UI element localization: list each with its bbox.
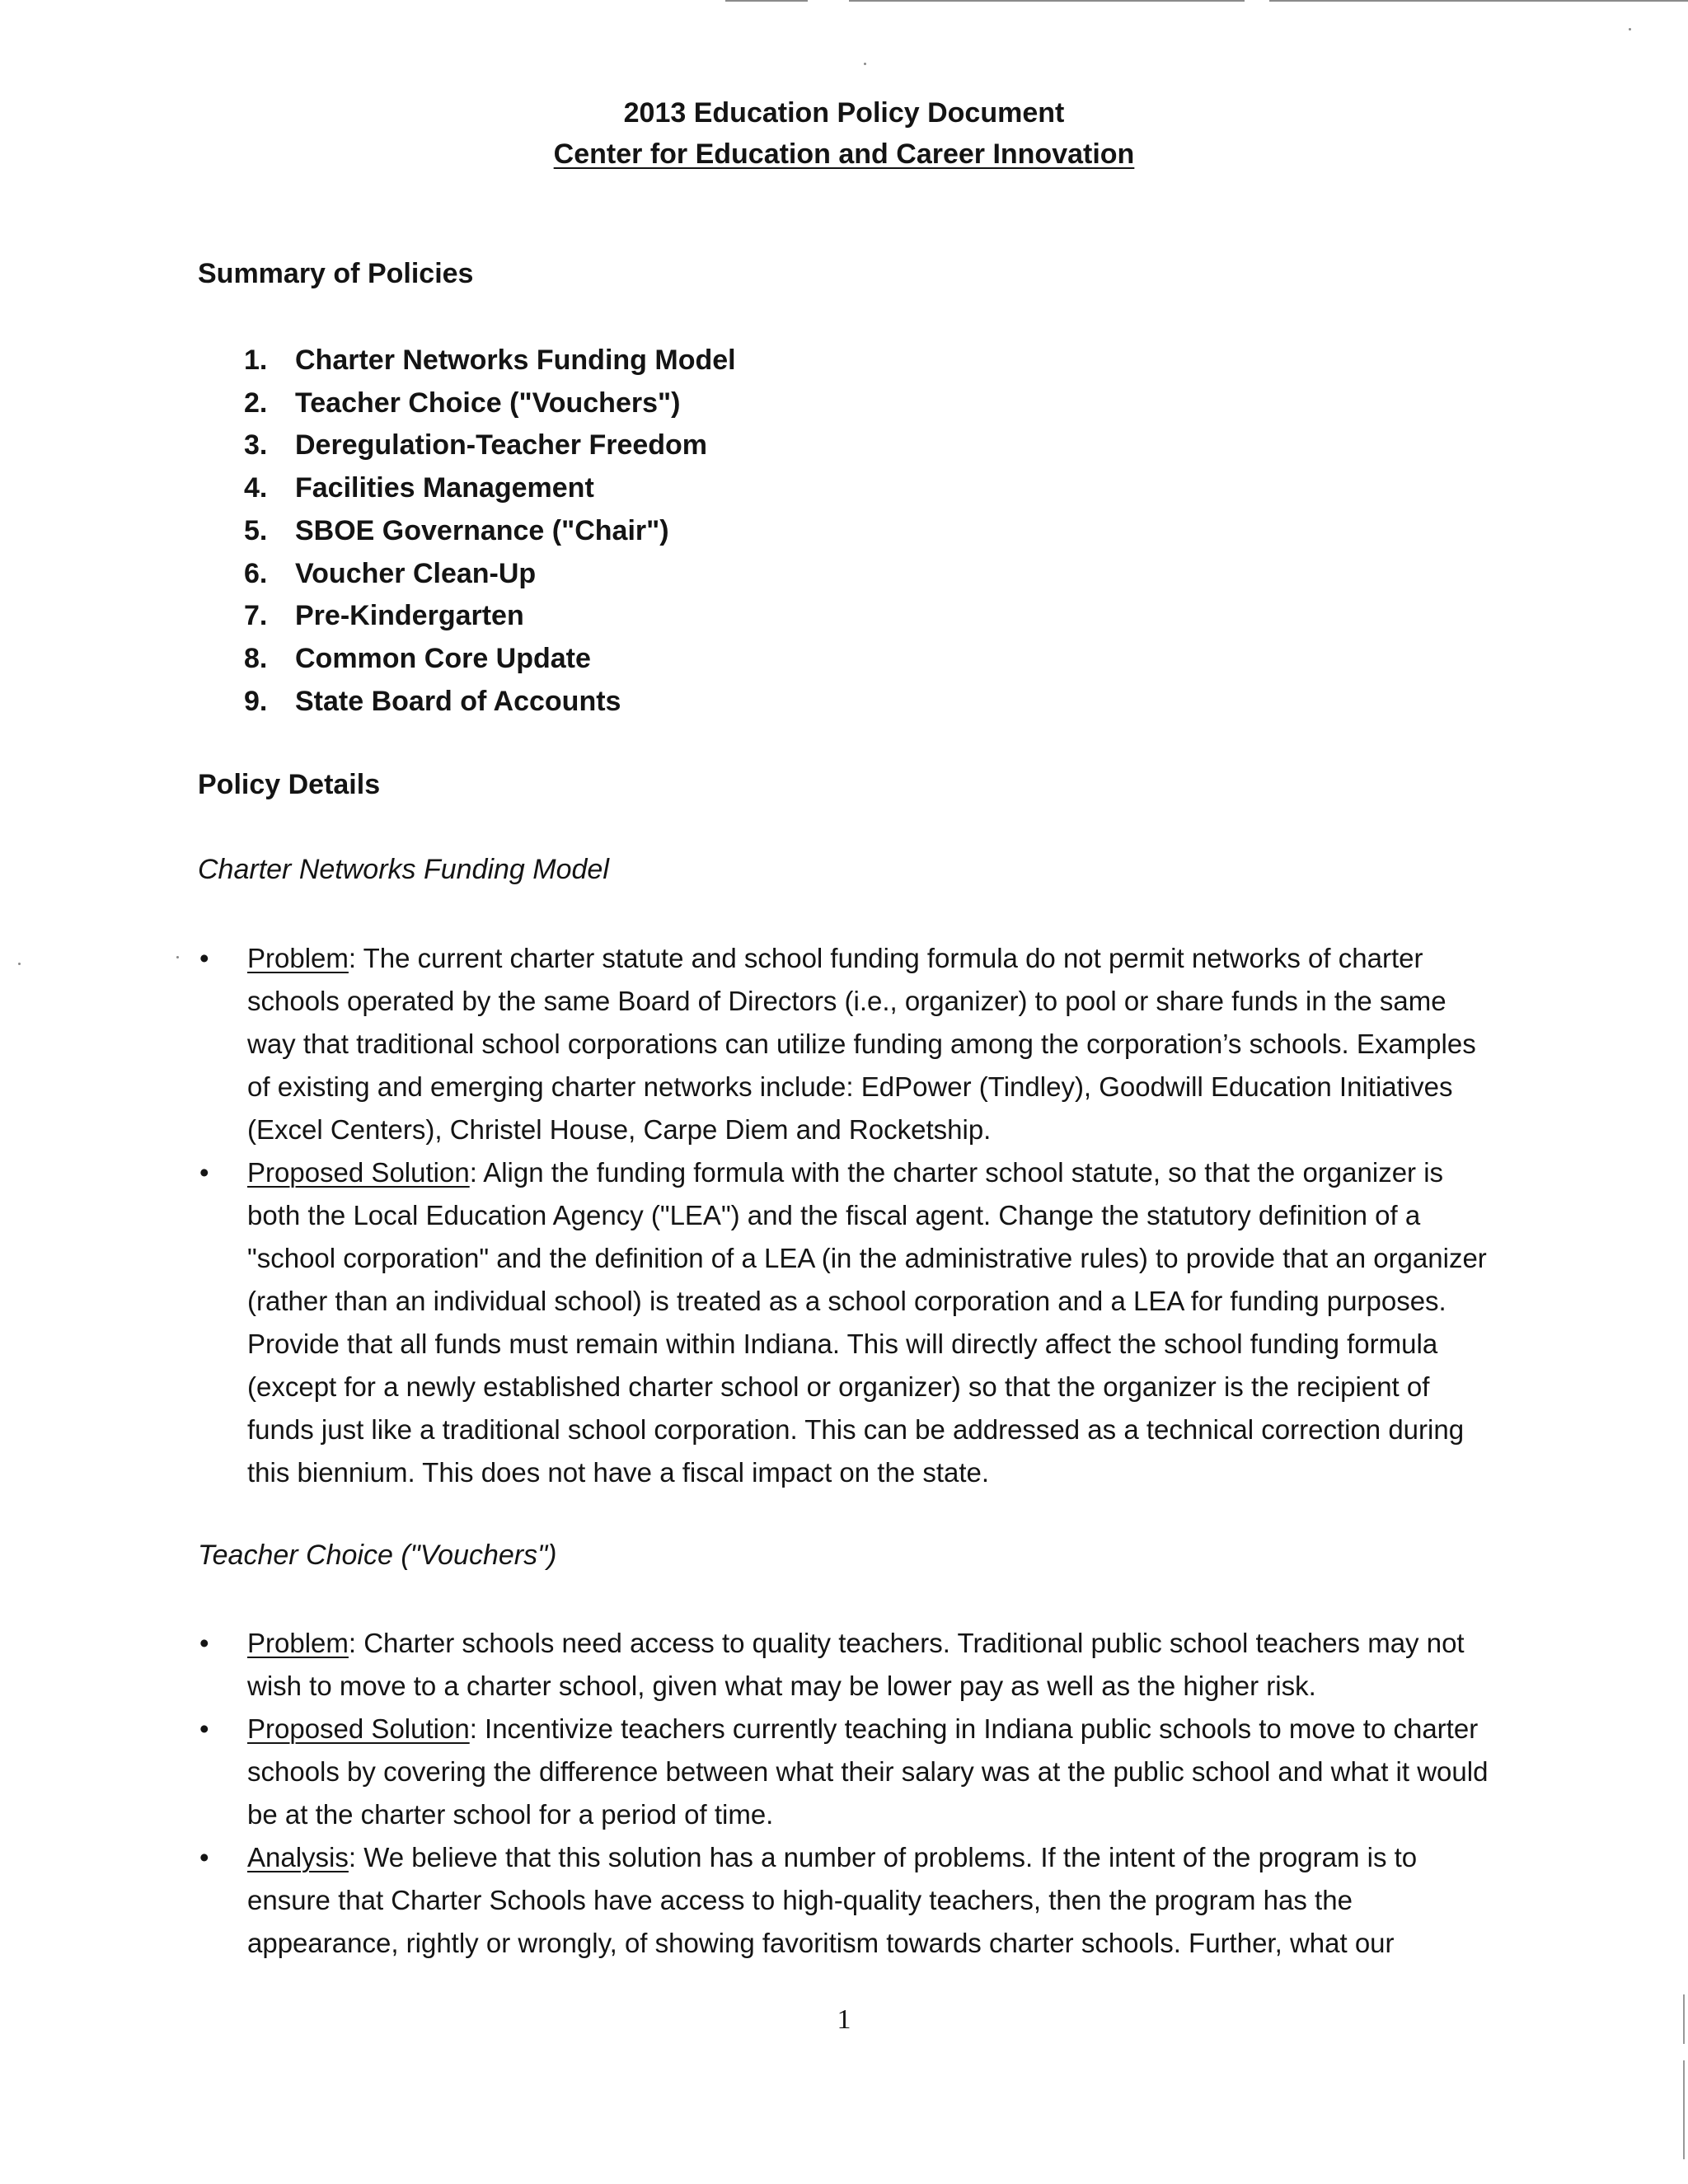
summary-item xyxy=(244,340,736,382)
summary-item-number: 8. xyxy=(244,642,268,674)
bullet-icon: • xyxy=(199,1713,209,1744)
summary-item xyxy=(244,553,736,596)
scan-speck xyxy=(864,63,866,65)
scan-speck xyxy=(176,956,179,958)
bullet-text: : The current charter statute and school funding formula do not permit networks of charter schools operated by the same Board of Directors (i.e., organizer) to pool or share funds in the same way that traditional school corporations can utilize funding among the corporation’s schools. Examples of existing and emerging charter networks include: EdPower (Tindley), Goodwill Education Initiatives (Excel Centers), Christel House, Carpe Diem and Rocketship. xyxy=(247,943,1476,1145)
summary-item xyxy=(244,510,736,553)
summary-item xyxy=(244,424,736,467)
bullet-icon: • xyxy=(199,1157,209,1188)
bullet-icon: • xyxy=(199,1842,209,1872)
bullet-text: : Align the funding formula with the charter school statute, so that the organizer is both the Local Education Agency ("LEA") and the fiscal agent. Change the statutory definition of a "school corporation" and the definition of a LEA (in the administrative rules) to provide that an organizer (rather than an individual school) is treated as a school corporation and a LEA for funding purposes. Provide that all funds must remain within Indiana. This will directly affect the school funding formula (except for a newly established charter school or organizer) so that the organizer is the recipient of funds just like a traditional school corporation. This can be addressed as a technical correction during this biennium. This does not have a fiscal impact on the state. xyxy=(247,1157,1487,1488)
policy-bullet xyxy=(198,1836,1500,1965)
scan-edge-line xyxy=(1269,0,1688,2)
scan-edge-line xyxy=(849,0,1245,2)
teacher-choice-bullets xyxy=(198,1622,1500,1965)
scan-speck xyxy=(1629,28,1631,30)
page-number: 1 xyxy=(837,2004,851,2035)
bullet-label: Problem xyxy=(247,943,349,973)
summary-item-number: 7. xyxy=(244,600,268,632)
bullet-text: : We believe that this solution has a number of problems. If the intent of the program is to ensure that Charter Schools have access to high-quality teachers, then the program has the appearance, rightly or wrongly, of showing favoritism towards charter schools. Further, what our xyxy=(247,1842,1418,1958)
summary-item-text: Pre-Kindergarten xyxy=(295,600,524,632)
summary-item-number: 5. xyxy=(244,514,268,546)
summary-item xyxy=(244,595,736,638)
charter-networks-bullets xyxy=(198,937,1500,1494)
summary-item xyxy=(244,681,736,724)
scan-edge-line xyxy=(725,0,808,2)
summary-item-number: 4. xyxy=(244,472,268,504)
summary-item-text: Voucher Clean-Up xyxy=(295,557,537,589)
bullet-label: Problem xyxy=(247,1628,349,1658)
summary-item-number: 6. xyxy=(244,557,268,589)
bullet-text: : Incentivize teachers currently teaching in Indiana public schools to move to charter schools by covering the difference between what their salary was at the public school and what it would be at the charter school for a period of time. xyxy=(247,1713,1489,1830)
bullet-icon: • xyxy=(199,1628,209,1658)
summary-item xyxy=(244,638,736,681)
policy-bullet xyxy=(198,1708,1500,1836)
summary-item-text: Common Core Update xyxy=(295,642,591,674)
section-title-teacher-choice: Teacher Choice ("Vouchers") xyxy=(198,1540,557,1571)
summary-item-text: Facilities Management xyxy=(295,472,594,504)
summary-item-number: 1. xyxy=(244,344,268,376)
scan-edge-mark xyxy=(1683,2060,1685,2159)
summary-item xyxy=(244,467,736,510)
bullet-text: : Charter schools need access to quality teachers. Traditional public school teachers may not wish to move to a charter school, given what may be lower pay as well as the higher risk. xyxy=(247,1628,1465,1701)
summary-item-text: Teacher Choice ("Vouchers") xyxy=(295,387,681,419)
details-heading: Policy Details xyxy=(198,769,381,800)
policy-bullet xyxy=(198,1151,1500,1494)
policy-bullet xyxy=(198,937,1500,1151)
scan-speck xyxy=(18,963,21,965)
policy-bullet xyxy=(198,1622,1500,1708)
document-title: 2013 Education Policy Document xyxy=(623,97,1065,129)
summary-item-number: 3. xyxy=(244,429,268,462)
summary-item-text: Deregulation-Teacher Freedom xyxy=(295,429,708,462)
bullet-label: Proposed Solution xyxy=(247,1713,470,1744)
summary-heading: Summary of Policies xyxy=(198,258,474,289)
bullet-label: Proposed Solution xyxy=(247,1157,470,1188)
summary-item xyxy=(244,382,736,425)
organization-name-text: Center for Education and Career Innovation xyxy=(553,138,1135,170)
bullet-label: Analysis xyxy=(247,1842,349,1872)
section-title-charter-networks: Charter Networks Funding Model xyxy=(198,854,609,885)
summary-item-text: Charter Networks Funding Model xyxy=(295,344,736,376)
summary-item-text: SBOE Governance ("Chair") xyxy=(295,514,669,546)
organization-name xyxy=(0,134,1688,175)
summary-item-number: 9. xyxy=(244,685,268,717)
summary-list xyxy=(244,340,736,723)
summary-item-number: 2. xyxy=(244,387,268,419)
bullet-icon: • xyxy=(199,943,209,973)
summary-item-text: State Board of Accounts xyxy=(295,685,621,717)
